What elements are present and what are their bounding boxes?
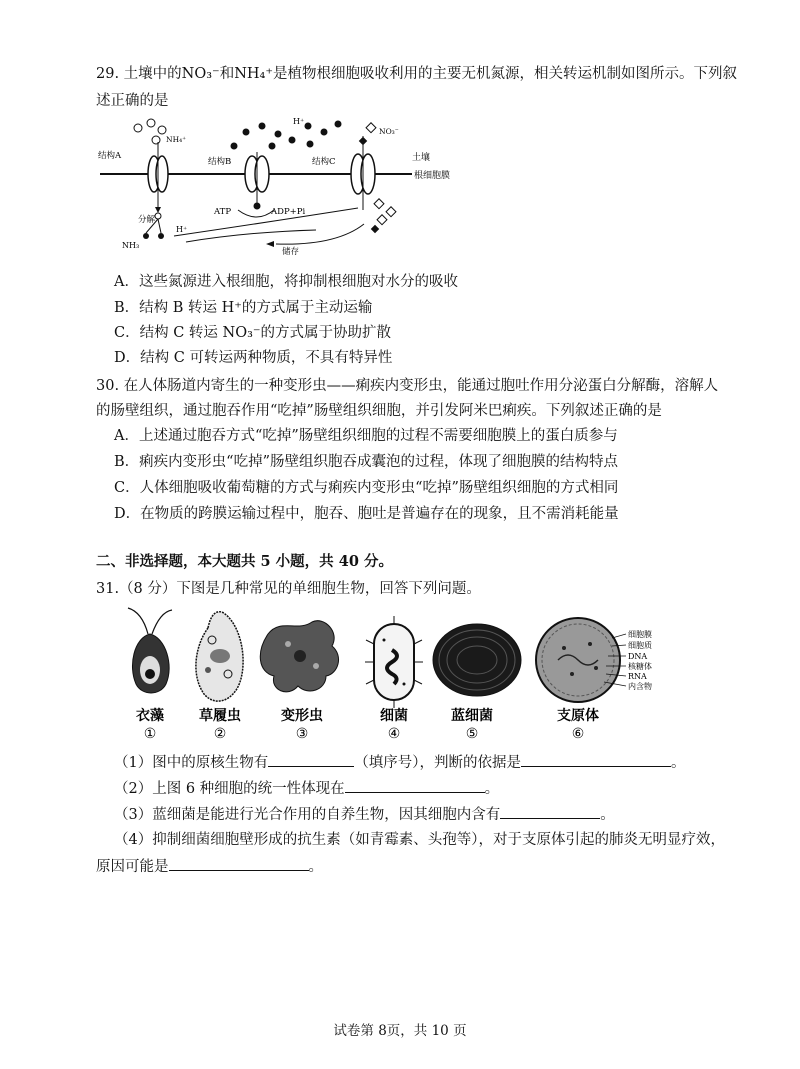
answer-blank-unity[interactable] — [345, 778, 485, 793]
q29-stem-line1: 29. 土壤中的NO₃⁻和NH₄⁺是植物根细胞吸收利用的主要无机氮源，相关转运机制如图所示。下列叙 — [96, 66, 738, 82]
q31-sub3 — [114, 804, 615, 825]
q29-option-c: C．结构 C 转运 NO₃⁻的方式属于协助扩散 — [114, 325, 392, 341]
soil-label: 土壤 — [412, 153, 431, 163]
caption-mycoplasma: 支原体 — [557, 708, 599, 724]
h-top-label: H⁺ — [293, 117, 305, 126]
mycoplasma-label-dna: DNA — [628, 652, 648, 661]
q30-option-c: C．人体细胞吸收葡萄糖的方式与痢疾内变形虫“吃掉”肠壁组织细胞的方式相同 — [114, 480, 619, 496]
number-2: ② — [213, 726, 227, 742]
mycoplasma-label-membrane: 细胞膜 — [628, 630, 652, 639]
q31-sub2-text: （2）上图 6 种细胞的统一性体现在 — [114, 781, 345, 797]
mycoplasma-label-rna: RNA — [628, 672, 647, 681]
q31-sub1-text-b: （填序号），判断的依据是 — [354, 755, 521, 771]
q29-stem-line2: 述正确的是 — [96, 93, 169, 109]
answer-blank-reason[interactable] — [169, 856, 309, 871]
caption-paramecium: 草履虫 — [199, 708, 241, 724]
q31-sub2 — [114, 778, 499, 799]
no3-label: NO₃⁻ — [379, 127, 399, 136]
nh4-label: NH₄⁺ — [166, 135, 187, 144]
h-ions-soil — [231, 121, 342, 150]
q31-sub3-text: （3）蓝细菌是能进行光合作用的自养生物，因其细胞内含有 — [114, 807, 501, 823]
q31-sub4-end: 。 — [308, 859, 323, 875]
q31-sub2-end: 。 — [484, 781, 500, 797]
mycoplasma-label-inclusions: 内含物 — [628, 682, 652, 691]
caption-amoeba: 变形虫 — [281, 708, 323, 724]
q30-stem-line1: 30. 在人体肠道内寄生的一种变形虫——痢疾内变形虫，能通过胞吐作用分泌蛋白分解酶，溶解人 — [96, 378, 719, 394]
h-bottom-label: H⁺ — [176, 225, 188, 234]
q31-sub1-text-a: （1）图中的原核生物有 — [114, 755, 269, 771]
number-4: ④ — [387, 726, 401, 742]
q31-sub4-line1: （4）抑制细菌细胞壁形成的抗生素（如青霉素、头孢等），对于支原体引起的肺炎无明显疗效， — [114, 832, 725, 848]
q31-sub4-text: 原因可能是 — [96, 859, 169, 875]
caption-bacterium: 细菌 — [380, 708, 408, 724]
atp-label: ATP — [214, 207, 232, 217]
number-3: ③ — [295, 726, 309, 742]
label-structure-a: 结构A — [98, 151, 122, 161]
q29-option-d: D．结构 C 可转运两种物质，不具有特异性 — [114, 350, 393, 366]
bacterium-illustration — [365, 616, 423, 708]
page-footer: 试卷第 8页，共 10 页 — [333, 1023, 467, 1039]
mycoplasma-illustration — [536, 618, 626, 702]
number-6: ⑥ — [571, 726, 585, 742]
amoeba-illustration — [260, 621, 338, 692]
nh3-label: NH₃ — [122, 241, 140, 250]
number-1: ① — [143, 726, 157, 742]
membrane-transport-diagram — [96, 112, 476, 258]
q30-option-d: D．在物质的跨膜运输过程中，胞吞、胞吐是普遍存在的现象，且不需消耗能量 — [114, 506, 619, 522]
label-structure-c: 结构C — [312, 157, 336, 167]
unicellular-organisms-figure — [112, 604, 672, 744]
paramecium-illustration — [196, 612, 243, 701]
q31-stem: 31.（8 分）下图是几种常见的单细胞生物，回答下列问题。 — [96, 581, 481, 597]
section-heading: 二、非选择题，本大题共 5 小题，共 40 分。 — [96, 553, 393, 570]
q30-option-b: B．痢疾内变形虫“吃掉”肠壁组织胞吞成囊泡的过程，体现了细胞膜的结构特点 — [114, 454, 618, 470]
q30-option-a: A．上述通过胞吞方式“吃掉”肠壁组织细胞的过程不需要细胞膜上的蛋白质参与 — [114, 428, 618, 444]
decompose-label: 分解 — [138, 215, 156, 225]
q31-sub1-end: 。 — [670, 755, 686, 771]
label-structure-b: 结构B — [208, 157, 232, 167]
number-5: ⑤ — [465, 726, 479, 742]
structure-a-transporter — [148, 142, 168, 213]
q30-stem-line2: 的肠壁组织，通过胞吞作用“吃掉”肠壁组织细胞，并引发阿米巴痢疾。下列叙述正确的是 — [96, 403, 662, 419]
structure-c-transporter — [351, 136, 375, 210]
q29-option-b: B．结构 B 转运 H⁺的方式属于主动运输 — [114, 300, 373, 316]
mycoplasma-label-ribosome: 核糖体 — [628, 662, 652, 671]
structure-b-transporter — [245, 152, 269, 207]
storage-label: 储存 — [282, 247, 300, 257]
caption-cyanobacterium: 蓝细菌 — [451, 708, 493, 724]
adp-pi-label: ADP+Pi — [271, 207, 306, 217]
q31-sub1 — [114, 752, 685, 773]
cyanobacterium-illustration — [433, 624, 521, 696]
answer-blank-prokaryotes[interactable] — [268, 752, 354, 767]
q29-option-a: A．这些氮源进入根细胞，将抑制根细胞对水分的吸收 — [114, 274, 458, 290]
mycoplasma-label-cytoplasm: 细胞质 — [628, 641, 652, 650]
caption-chlamydomonas: 衣藻 — [136, 708, 164, 724]
q31-sub4-line2 — [96, 856, 323, 877]
answer-blank-pigments[interactable] — [500, 804, 600, 819]
q31-sub3-end: 。 — [600, 807, 615, 823]
chlamydomonas-illustration — [128, 608, 172, 693]
answer-blank-basis[interactable] — [521, 752, 671, 767]
membrane-label: 根细胞膜 — [414, 171, 451, 181]
